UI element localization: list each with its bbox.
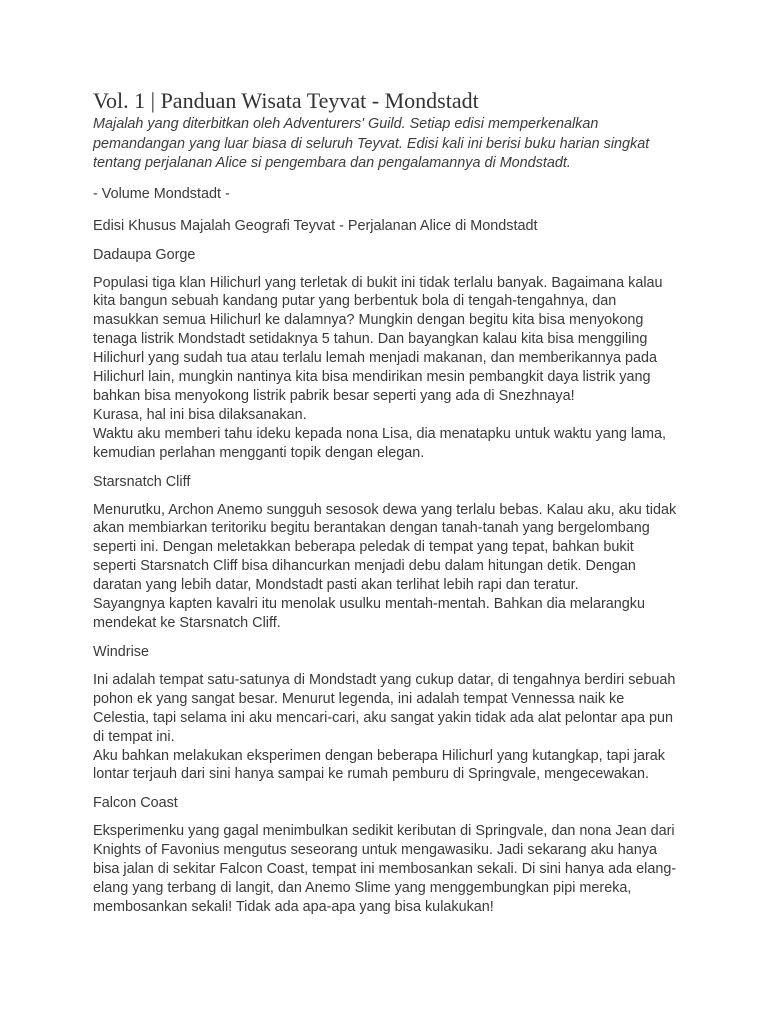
- section-paragraph: Sayangnya kapten kavalri itu menolak usulku mentah-mentah. Bahkan dia melarangku mendekat ke Starsnatch Cliff.: [93, 596, 645, 631]
- section-heading: Dadaupa Gorge: [93, 246, 196, 263]
- section-paragraph: Menurutku, Archon Anemo sungguh sesosok dewa yang terlalu bebas. Kalau aku, aku tidak akan membiarkan teritoriku begitu berantakan dengan tanah-tanah yang bergelombang seperti ini. Dengan meletakkan beberapa peledak di tempat yang tepat, bahkan bukit seperti Starsnatch Cliff bisa dihancurkan menjadi debu dalam hitungan detik. Dengan daratan yang lebih datar, Mondstadt pasti akan terlihat lebih rapi dan teratur.: [93, 501, 677, 594]
- section-paragraph: Aku bahkan melakukan eksperimen dengan beberapa Hilichurl yang kutangkap, tapi jarak lontar terjauh dari sini hanya sampai ke rumah pemburu di Springvale, mengecewakan.: [93, 747, 665, 783]
- section-paragraph: Eksperimenku yang gagal menimbulkan sedikit keributan di Springvale, dan nona Jean dari Knights of Favonius mengutus seseorang untuk mengawasiku. Jadi sekarang aku hanya bisa jalan di sekitar Falcon Coast, tempat ini membosankan sekali. Di sini hanya ada elang-elang yang terbang di langit, dan Anemo Slime yang menggembungkan pipi mereka, membosankan sekali! Tidak ada apa-apa yang bisa kulakukan!: [93, 823, 677, 915]
- edition-label: Edisi Khusus Majalah Geografi Teyvat - Perjalanan Alice di Mondstadt: [93, 217, 538, 234]
- document-title: Vol. 1 | Panduan Wisata Teyvat - Mondstadt: [93, 88, 479, 113]
- section-paragraph: Ini adalah tempat satu-satunya di Mondstadt yang cukup datar, di tengahnya berdiri sebuah pohon ek yang sangat besar. Menurut legenda, ini adalah tempat Vennessa naik ke Celestia, tapi selama ini aku mencari-cari, aku sangat yakin tidak ada alat pelontar apa pun di tempat ini.: [93, 671, 676, 745]
- section-paragraph: Kurasa, hal ini bisa dilaksanakan.: [93, 406, 307, 423]
- section-body: [93, 501, 677, 633]
- section-body: [93, 822, 677, 917]
- section-paragraph: Waktu aku memberi tahu ideku kepada nona Lisa, dia menatapku untuk waktu yang lama, kemudian perlahan mengganti topik dengan elegan.: [93, 425, 667, 461]
- section-body: [93, 671, 677, 784]
- document-page: [93, 88, 677, 917]
- document-subtitle: Majalah yang diterbitkan oleh Adventurers' Guild. Setiap edisi memperkenalkan pemandangan yang luar biasa di seluruh Teyvat. Edisi kali ini berisi buku harian singkat tentang perjalanan Alice si pengembara dan pengalamannya di Mondstadt.: [93, 116, 650, 171]
- section-heading: Windrise: [93, 643, 149, 660]
- volume-label: - Volume Mondstadt -: [93, 185, 230, 202]
- section-body: [93, 274, 677, 463]
- section-heading: Falcon Coast: [93, 795, 178, 812]
- section-heading: Starsnatch Cliff: [93, 473, 191, 490]
- section-paragraph: Populasi tiga klan Hilichurl yang terletak di bukit ini tidak terlalu banyak. Bagaimana kalau kita bangun sebuah kandang putar yang berbentuk bola di tengah-tengahnya, dan masukkan semua Hilichurl ke dalamnya? Mungkin dengan begitu kita bisa menyokong tenaga listrik Mondstadt setidaknya 5 tahun. Dan bayangkan kalau kita bisa menggiling Hilichurl yang sudah tua atau terlalu lemah menjadi makanan, dan memberikannya pada Hilichurl lain, mungkin nantinya kita bisa mendirikan mesin pembangkit daya listrik yang bahkan bisa menyokong listrik pabrik besar seperti yang ada di Snezhnaya!: [93, 274, 663, 404]
